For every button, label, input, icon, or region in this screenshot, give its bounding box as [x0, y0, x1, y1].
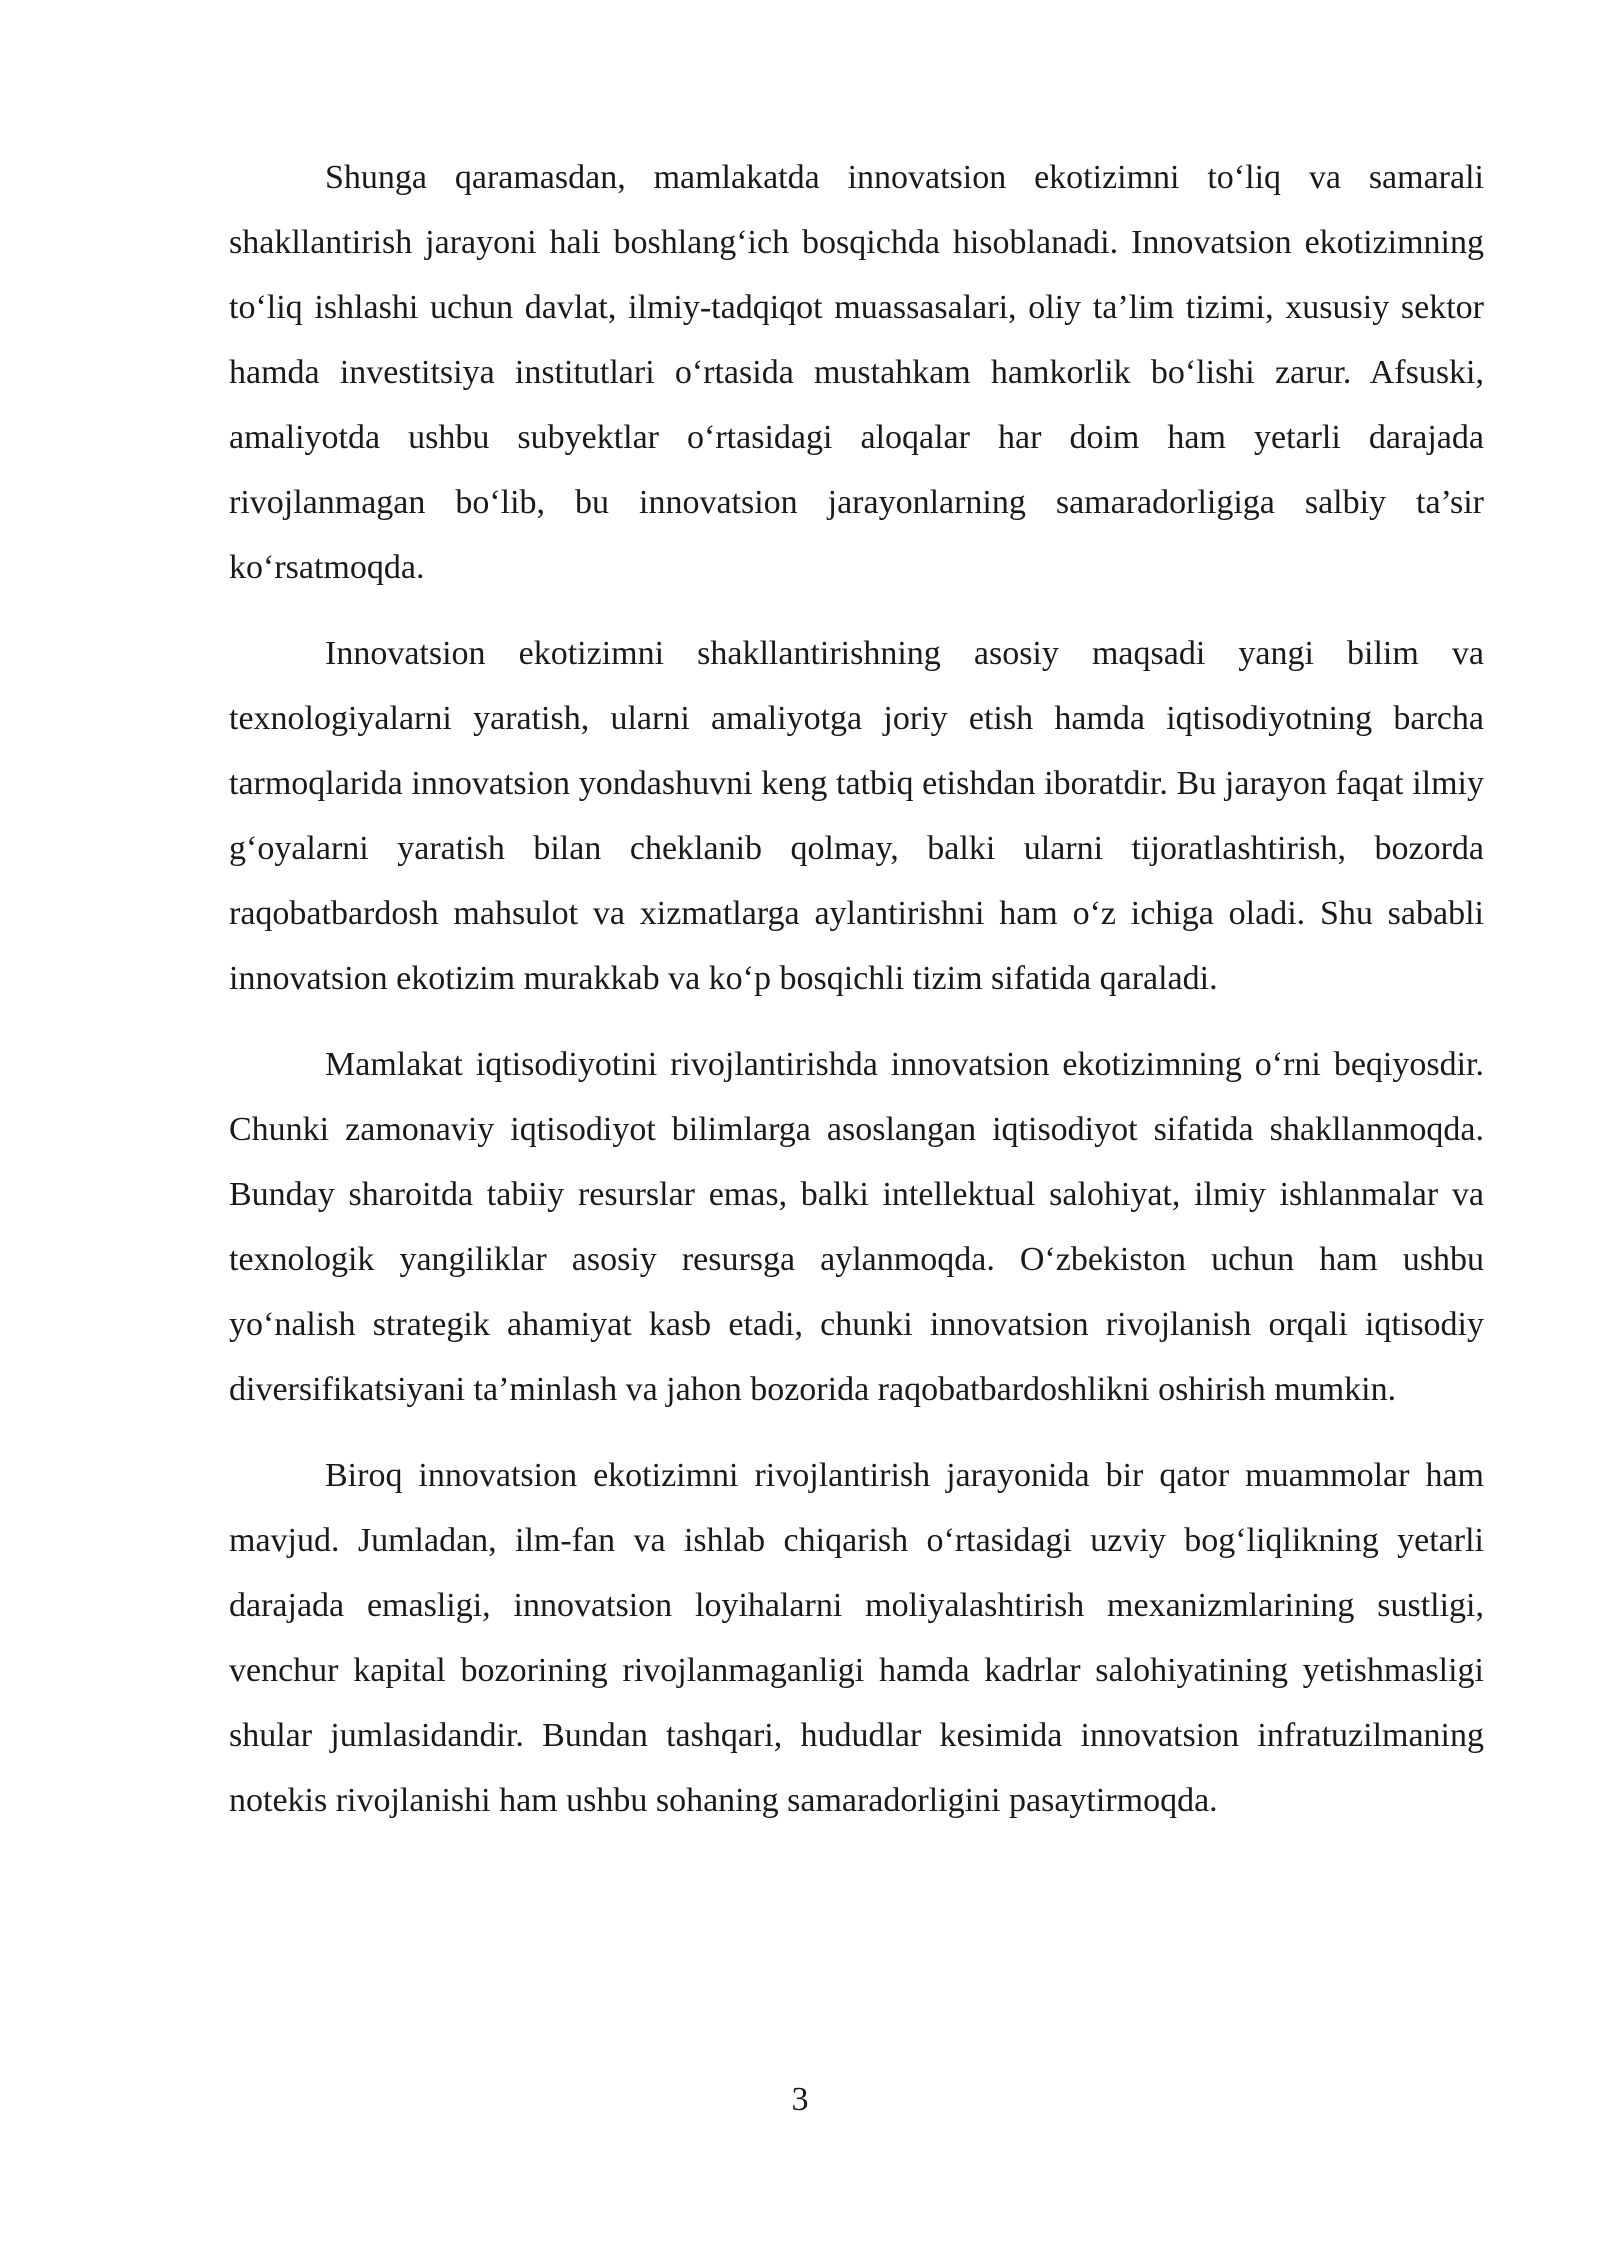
paragraph-4: Biroq innovatsion ekotizimni rivojlantirish jarayonida bir qator muammolar ham mavjud. Jumladan, ilm-fan va ishlab chiqarish o‘rtasidagi uzviy bog‘liqlikning yetarli darajada emasligi, innovatsion loyihalarni moliyalashtirish mexanizmlarining sustligi, venchur kapital bozorining rivojlanmaganligi hamda kadrlar salohiyatining yetishmasligi shular jumlasidandir. Bundan tashqari, hududlar kesimida innovatsion infratuzilmaning notekis rivojlanishi ham ushbu sohaning samaradorligini pasaytirmoqda.: [229, 1457, 1484, 1819]
paragraph-1: Shunga qaramasdan, mamlakatda innovatsion ekotizimni to‘liq va samarali shakllantirish jarayoni hali boshlang‘ich bosqichda hisoblanadi. Innovatsion ekotizimning to‘liq ishlashi uchun davlat, ilmiy-tadqiqot muassasalari, oliy ta’lim tizimi, xususiy sektor hamda investitsiya institutlari o‘rtasida mustahkam hamkorlik bo‘lishi zarur. Afsuski, amaliyotda ushbu subyektlar o‘rtasidagi aloqalar har doim ham yetarli darajada rivojlanmagan bo‘lib, bu innovatsion jarayonlarning samaradorligiga salbiy ta’sir ko‘rsatmoqda.: [229, 159, 1484, 586]
paragraph-2: Innovatsion ekotizimni shakllantirishning asosiy maqsadi yangi bilim va texnologiyalarni yaratish, ularni amaliyotga joriy etish hamda iqtisodiyotning barcha tarmoqlarida innovatsion yondashuvni keng tatbiq etishdan iboratdir. Bu jarayon faqat ilmiy g‘oyalarni yaratish bilan cheklanib qolmay, balki ularni tijoratlashtirish, bozorda raqobatbardosh mahsulot va xizmatlarga aylantirishni ham o‘z ichiga oladi. Shu sababli innovatsion ekotizim murakkab va ko‘p bosqichli tizim sifatida qaraladi.: [229, 635, 1484, 997]
page-number: 3: [791, 2081, 809, 2118]
document-body: [229, 145, 1484, 1854]
paragraph-3: Mamlakat iqtisodiyotini rivojlantirishda innovatsion ekotizimning o‘rni beqiyosdir. Chunki zamonaviy iqtisodiyot bilimlarga asoslangan iqtisodiyot sifatida shakllanmoqda. Bunday sharoitda tabiiy resurslar emas, balki intellektual salohiyat, ilmiy ishlanmalar va texnologik yangiliklar asosiy resursga aylanmoqda. O‘zbekiston uchun ham ushbu yo‘nalish strategik ahamiyat kasb etadi, chunki innovatsion rivojlanish orqali iqtisodiy diversifikatsiyani ta’minlash va jahon bozorida raqobatbardoshlikni oshirish mumkin.: [229, 1046, 1484, 1408]
